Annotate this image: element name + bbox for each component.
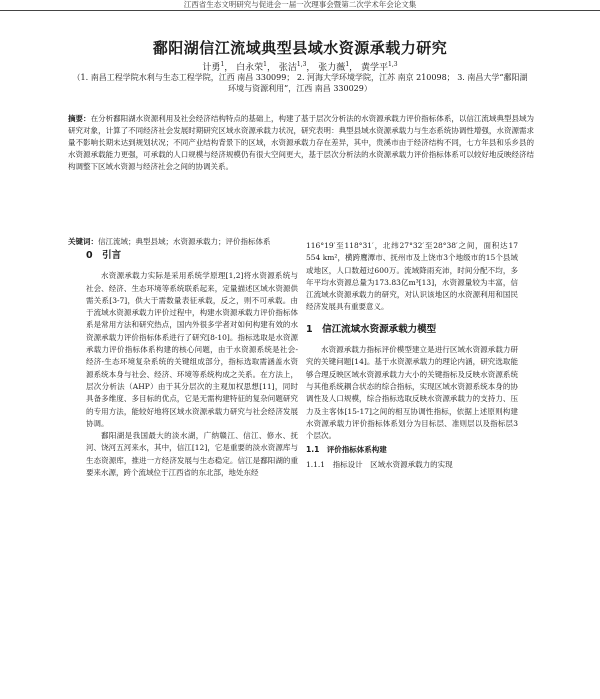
abstract bbox=[68, 113, 534, 173]
paragraph: 水资源承载力实际是采用系统学原理[1,2]将水资源系统与社会、经济、生态环境等系统联系起来，定量描述区域水资源供需关系[3-7]，供大于需数量表征承载，反之，则不可承载。由于流域水资源承载力评价过程中，构建水资源承载力评价指标体系是常用方法和研究热点，国内外很多学者对如何构建有效的水资源承载力评价指标体系进行了研究[8-10]。指标选取是水资源承载力评价指标体系构建的核心问题，由于水资源系统是社会-经济-生态环境复杂系统的关键组成部分，指标选取需涵盖水资源系统本身与社会、经济、环境等系统构成之关系。在方法上，层次分析法（AHP）由于其分层次的主观加权思想[11]，同时具备多维度、多目标的优点，它是无需构建特征的复杂问题研究的专用方法，能较好地将区域水资源承载力研究与社会经济发展协调。 bbox=[86, 271, 298, 428]
paragraph: 116°19′至118°31′，北纬27°32′至28°38′之间，面积达17 554 km²，横跨鹰潭市、抚州市及上饶市3个地级市的15个县域或地区，人口数超过600万。流域降雨充沛，时间分配不均，多年平均水资源总量为173.83亿m³[13]，水资源量较为丰富，信江流域水资源承载力的研究，对认识该地区的水资源利用和国民经济发展具有重要意义。 bbox=[306, 241, 518, 312]
author: 计勇$^1$ bbox=[202, 61, 225, 73]
paragraph: 水资源承载力指标评价模型建立是进行区域水资源承载力研究的关键问题[14]。基于水资源承载力的理论内涵，研究选取能够合理反映区域水资源承载力大小的关键指标及反映水资源系统与其他系统耦合状态的综合指标，实现区域水资源系统本身的协调性及人口规模，综合指标选取反映水资源承载力的支持力、压力及主客体[15-17]之间的相互协调性指标，依据上述原则构建水资源承载力评价指标体系划分为目标层、准则层以及指标层3个层次。 bbox=[306, 345, 518, 441]
abstract-label: 摘要： bbox=[68, 114, 91, 123]
author: 白永荣$^1$ bbox=[236, 61, 267, 73]
keywords-label: 关键词： bbox=[68, 237, 98, 246]
author: 张洁$^{1,3}$ bbox=[278, 61, 307, 73]
section-heading-intro: 0 引言 bbox=[86, 250, 122, 261]
author: 张力薇$^1$ bbox=[318, 61, 350, 73]
section-heading-model: 1 信江流域水资源承载力模型 bbox=[306, 323, 437, 335]
affiliations: （1. 南昌工程学院水利与生态工程学院，江西 南昌 330099； 2. 河海大学环境学院，江苏 南京 210098； 3. 南昌大学“鄱阳湖环境与资源利用”，江西 南昌 330029） bbox=[72, 73, 528, 93]
keywords-text: 信江流域；典型县域；水资源承载力；评价指标体系 bbox=[98, 237, 271, 246]
abstract-text: 在分析鄱阳湖水资源利用及社会经济结构特点的基础上，构建了基于层次分析法的水资源承载力评价指标体系，以信江流域典型县域为研究对象，计算了不同经济社会发展时期研究区域水资源承载力状况，研究表明：典型县域水资源承载力与生态系统协调性增强，水资源需求量不影响长期未达到规划状况；不同产业结构背景下的区域，水资源承载力存在差异，其中，贵溪市由于经济结构不同，七方年县和乐乡县的水资源承载能力更强，可承载的人口规模与经济规模仍有很大空间更大，基于层次分析法的水资源承载力评价指标体系可以较好地反映经济结构调整下区域水资源与经济社会之间的协调关系。 bbox=[68, 114, 535, 171]
right-column bbox=[306, 240, 518, 471]
author-line: 计勇$^1$， 白永荣$^1$， 张洁$^{1,3}$， 张力薇$^1$， 黄学平$^{1,3}$ bbox=[202, 61, 398, 73]
author: 黄学平$^{1,3}$ bbox=[361, 61, 398, 73]
paper-title: 鄱阳湖信江流域典型县域水资源承载力研究 bbox=[152, 39, 448, 57]
subsection-heading: 1.1 评价指标体系构建 bbox=[306, 445, 387, 455]
paragraph: 鄱阳湖是我国最大的淡水湖，广纳赣江、信江、修水、抚河、饶河五河来水，其中，信江[12]，它是重要的淡水资源库与生态资源库，推进一方经济发展与生态稳定。信江是鄱阳湖的重要来水源，跨个流域位于江西省的东北部，地处东经 bbox=[86, 431, 298, 478]
left-column bbox=[86, 250, 298, 479]
subsubsection-heading: 1.1.1 指标设计 区域水资源承载力的实现 bbox=[306, 459, 453, 469]
running-header: 江西省生态文明研究与促进会一届一次理事会暨第二次学术年会论文集 bbox=[0, 0, 600, 11]
